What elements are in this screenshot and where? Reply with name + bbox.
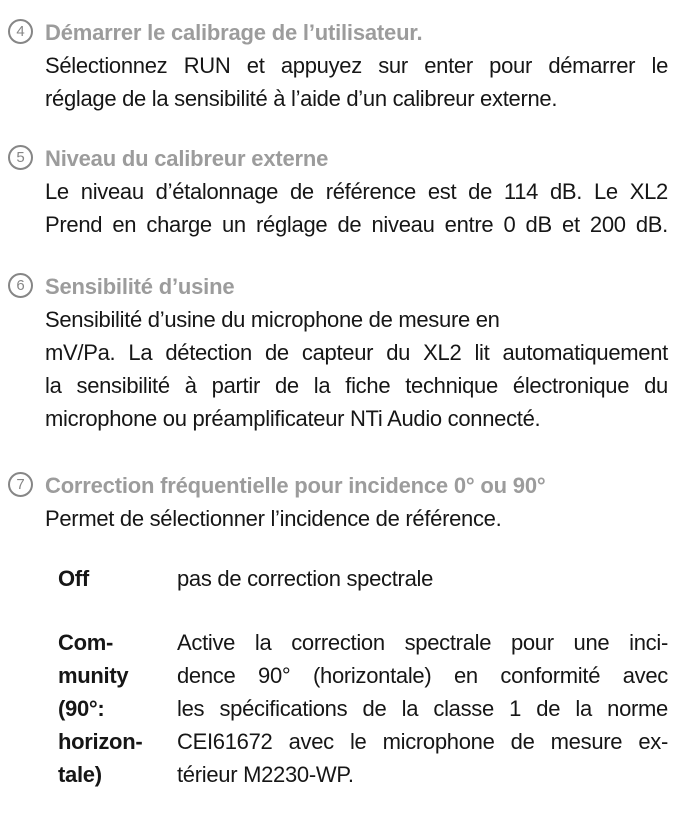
option-row-off: [58, 562, 668, 595]
step-number-column: [0, 270, 45, 435]
step-5-number: 5: [16, 149, 25, 166]
option-desc-line: pas de correction spectrale: [177, 566, 434, 591]
text-line: la sensibilité à partir de la fiche technique électronique du: [45, 373, 668, 398]
option-row-community: [58, 626, 668, 791]
section-7-heading: Correction fréquentielle pour incidence 0° ou 90°: [45, 473, 546, 498]
section-factory-sensitivity: [0, 270, 690, 435]
section-calibrator-level: [0, 142, 690, 241]
section-5-heading: Niveau du calibreur externe: [45, 146, 329, 171]
step-7-number: 7: [16, 476, 25, 493]
option-description: [177, 562, 668, 595]
manual-page: [0, 16, 690, 822]
text-line: réglage de la sensibilité à l’aide d’un calibreur externe.: [45, 86, 558, 111]
text-line: Le niveau d’étalonnage de référence est de 114 dB. Le XL2: [45, 179, 668, 204]
step-5-circle-badge: [8, 145, 33, 170]
option-desc-line: Active la correction spectrale pour une inci-: [177, 630, 668, 655]
option-desc-line: dence 90° (horizontale) en conformité avec: [177, 663, 668, 688]
option-desc-line: CEI61672 avec le microphone de mesure ex-: [177, 729, 668, 754]
step-6-number: 6: [16, 277, 25, 294]
option-description: [177, 626, 668, 791]
option-desc-line: térieur M2230-WP.: [177, 762, 354, 787]
options-table: [58, 562, 690, 791]
step-6-circle-badge: [8, 273, 33, 298]
step-4-number: 4: [16, 23, 25, 40]
step-number-column: [0, 142, 45, 241]
text-line: microphone ou préamplificateur NTi Audio connecté.: [45, 406, 541, 431]
option-term-line: Off: [58, 566, 89, 591]
option-desc-line: les spécifications de la classe 1 de la norme: [177, 696, 668, 721]
option-term-line: munity: [58, 663, 129, 688]
section-4-content: [45, 16, 690, 115]
section-6-content: [45, 270, 690, 435]
option-term-line: tale): [58, 762, 102, 787]
step-7-circle-badge: [8, 472, 33, 497]
section-7-content: [45, 469, 690, 535]
text-line: Permet de sélectionner l’incidence de référence.: [45, 506, 502, 531]
option-term: [58, 562, 177, 595]
step-4-circle-badge: [8, 19, 33, 44]
option-term-line: horizon-: [58, 729, 143, 754]
section-5-content: [45, 142, 690, 241]
option-term-line: Com-: [58, 630, 114, 655]
option-term-line: (90°:: [58, 696, 105, 721]
option-term: [58, 626, 177, 791]
section-6-heading: Sensibilité d’usine: [45, 274, 235, 299]
text-line: Sélectionnez RUN et appuyez sur enter pour démarrer le: [45, 53, 668, 78]
text-line: mV/Pa. La détection de capteur du XL2 lit automatiquement: [45, 340, 668, 365]
text-line: Sensibilité d’usine du microphone de mesure en: [45, 307, 500, 332]
section-4-heading: Démarrer le calibrage de l’utilisateur.: [45, 20, 423, 45]
section-start-calibration: [0, 16, 690, 115]
section-frequency-correction: [0, 469, 690, 535]
text-line: Prend en charge un réglage de niveau entre 0 dB et 200 dB.: [45, 212, 668, 237]
step-number-column: [0, 469, 45, 535]
step-number-column: [0, 16, 45, 115]
